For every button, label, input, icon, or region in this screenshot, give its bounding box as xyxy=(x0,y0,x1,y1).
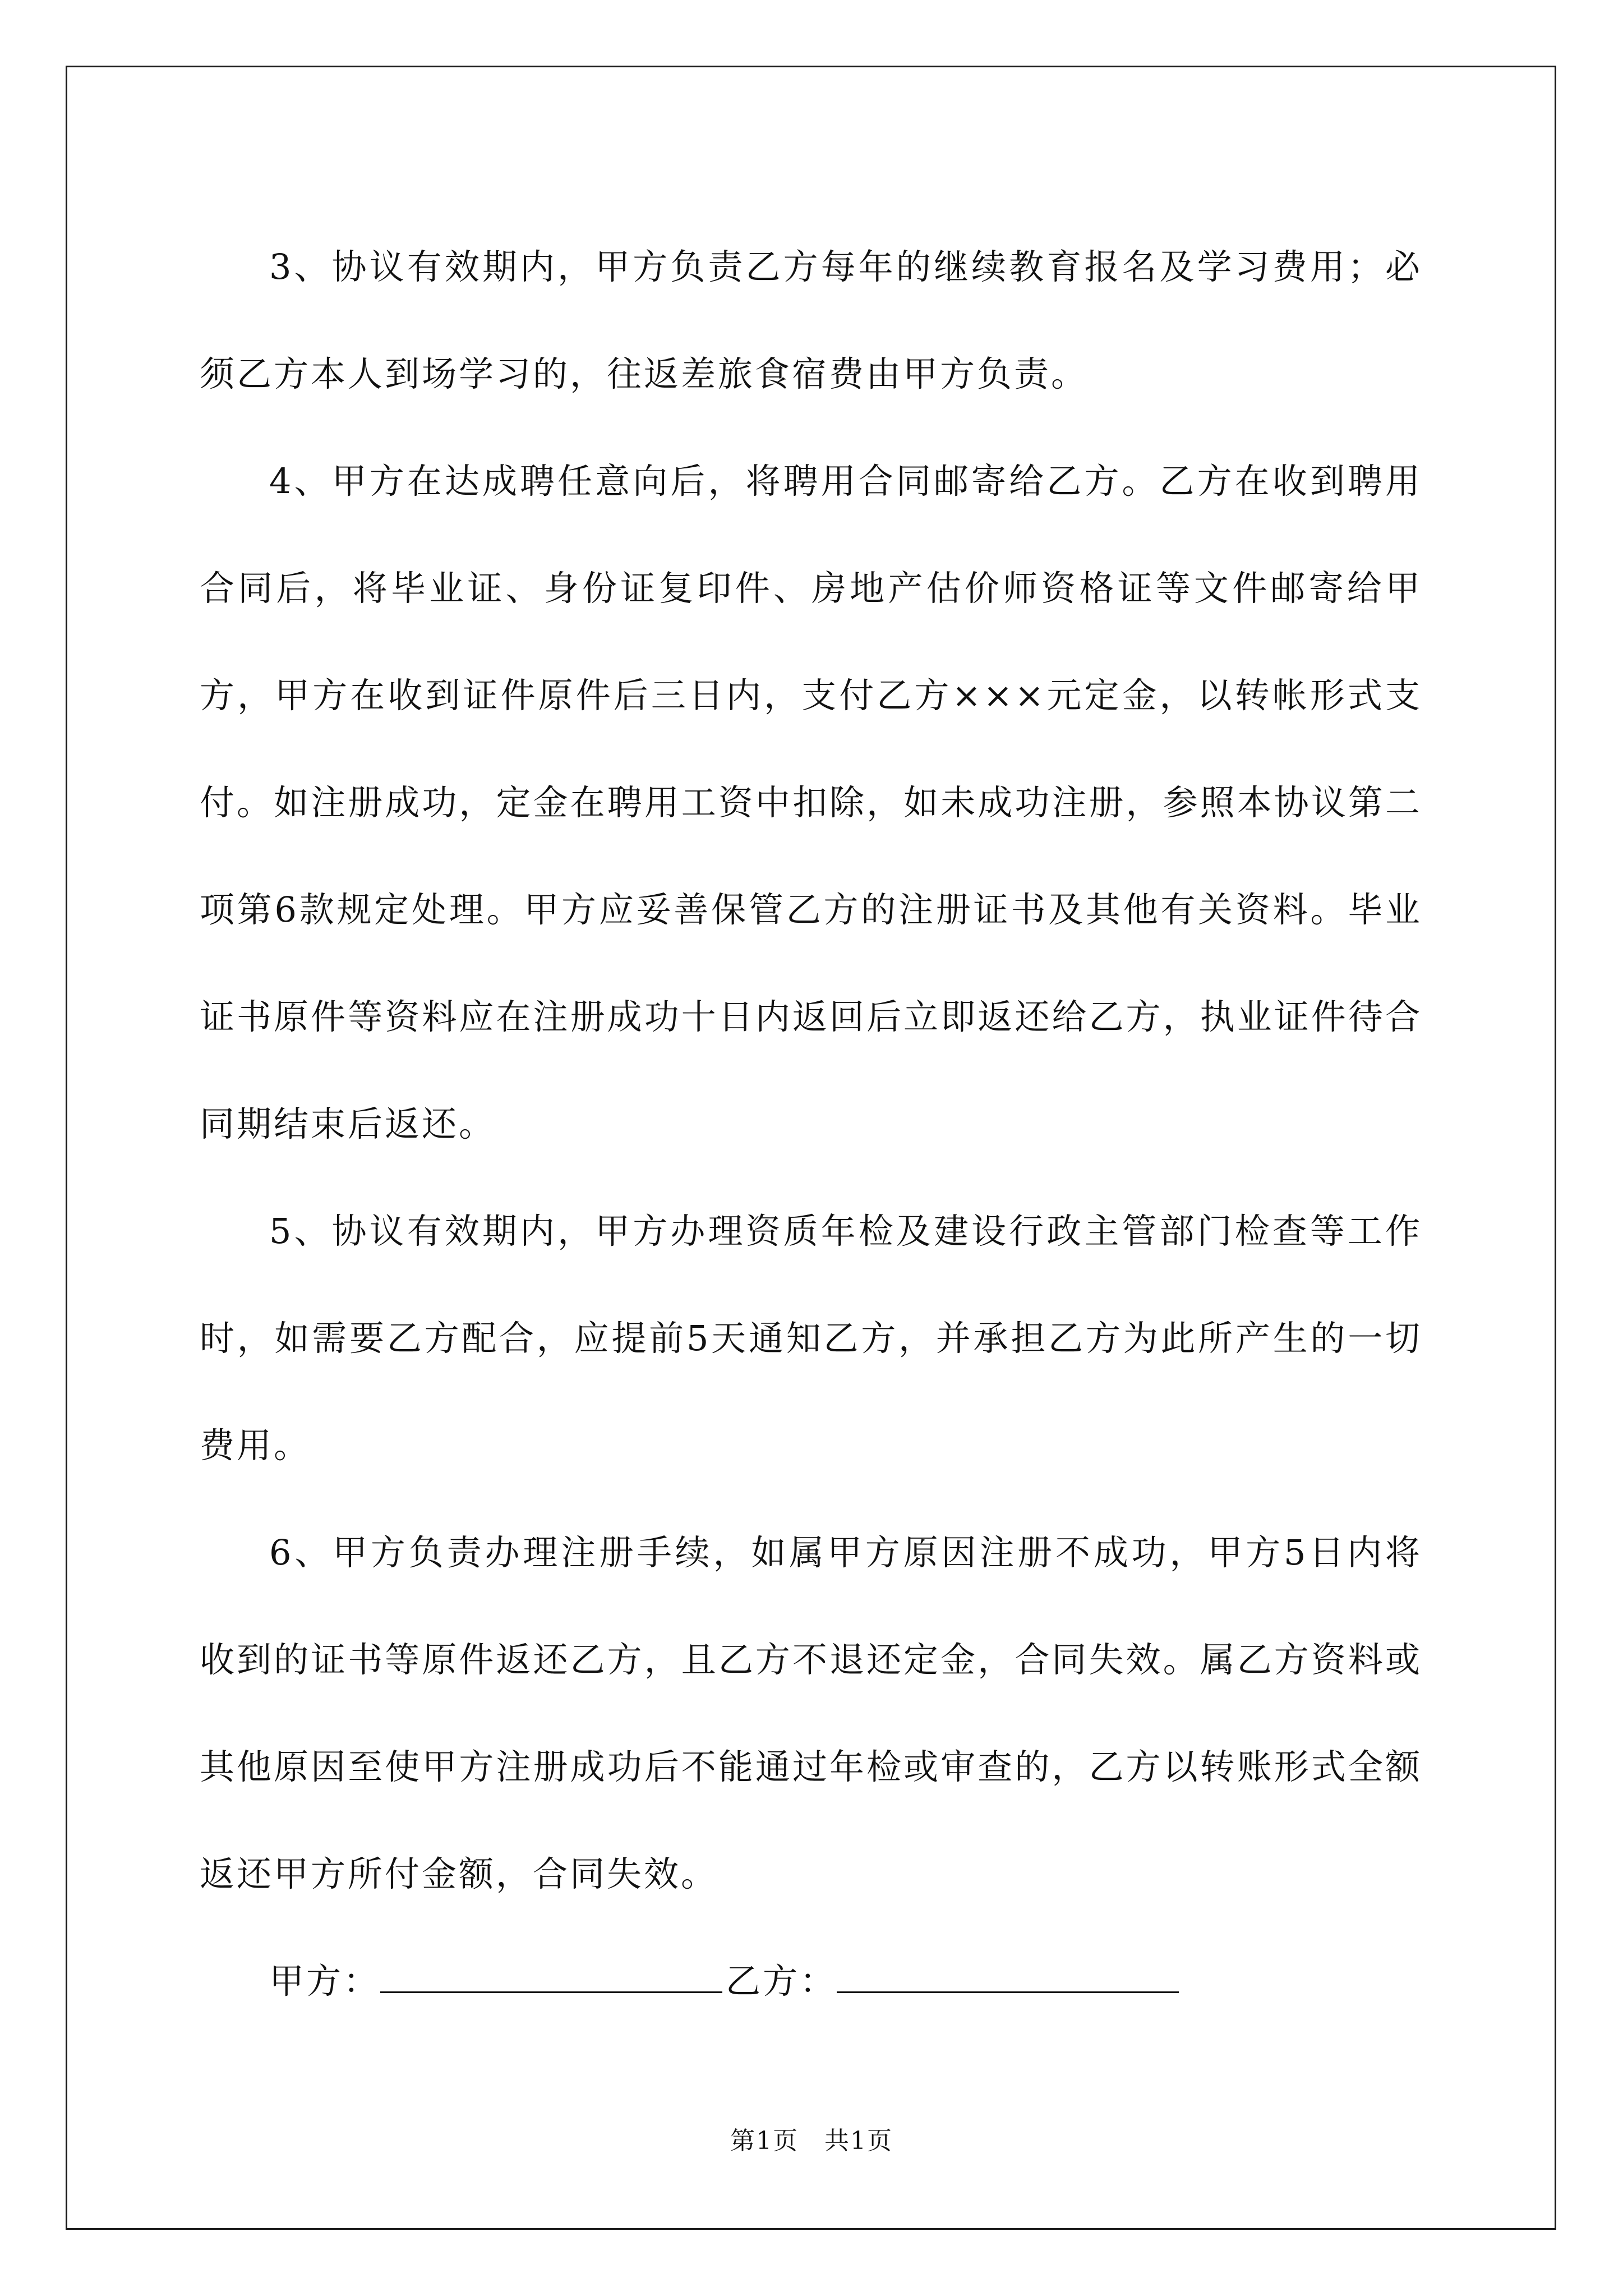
party-b-label: 乙方： xyxy=(726,1961,837,2001)
document-body xyxy=(200,213,1422,2035)
clause-5: 5、协议有效期内，甲方办理资质年检及建设行政主管部门检查等工作时，如需要乙方配合，应提前5天通知乙方，并承担乙方为此所产生的一切费用。 xyxy=(200,1211,1422,1466)
party-b-signature-line xyxy=(837,1959,1179,1993)
clause-4: 4、甲方在达成聘任意向后，将聘用合同邮寄给乙方。乙方在收到聘用合同后，将毕业证、身份证复印件、房地产估价师资格证等文件邮寄给甲方，甲方在收到证件原件后三日内，支付乙方×××元定金，以转帐形式支付。如注册成功，定金在聘用工资中扣除，如未成功注册，参照本协议第二项第6款规定处理。甲方应妥善保管乙方的注册证书及其他有关资料。毕业证书原件等资料应在注册成功十日内返回后立即返还给乙方，执业证件待合同期结束后返还。 xyxy=(200,461,1422,1144)
page-footer: 第1页 共1页 xyxy=(730,2127,893,2155)
party-a-signature-line xyxy=(380,1959,722,1993)
signature-row xyxy=(200,1927,1422,2035)
clause-3: 3、协议有效期内，甲方负责乙方每年的继续教育报名及学习费用；必须乙方本人到场学习的，往返差旅食宿费由甲方负责。 xyxy=(200,246,1422,394)
party-a-label: 甲方： xyxy=(269,1961,381,2001)
clause-6: 6、甲方负责办理注册手续，如属甲方原因注册不成功，甲方5日内将收到的证书等原件返还乙方，且乙方不退还定金，合同失效。属乙方资料或其他原因至使甲方注册成功后不能通过年检或审查的，乙方以转账形式全额返还甲方所付金额，合同失效。 xyxy=(200,1532,1422,1894)
